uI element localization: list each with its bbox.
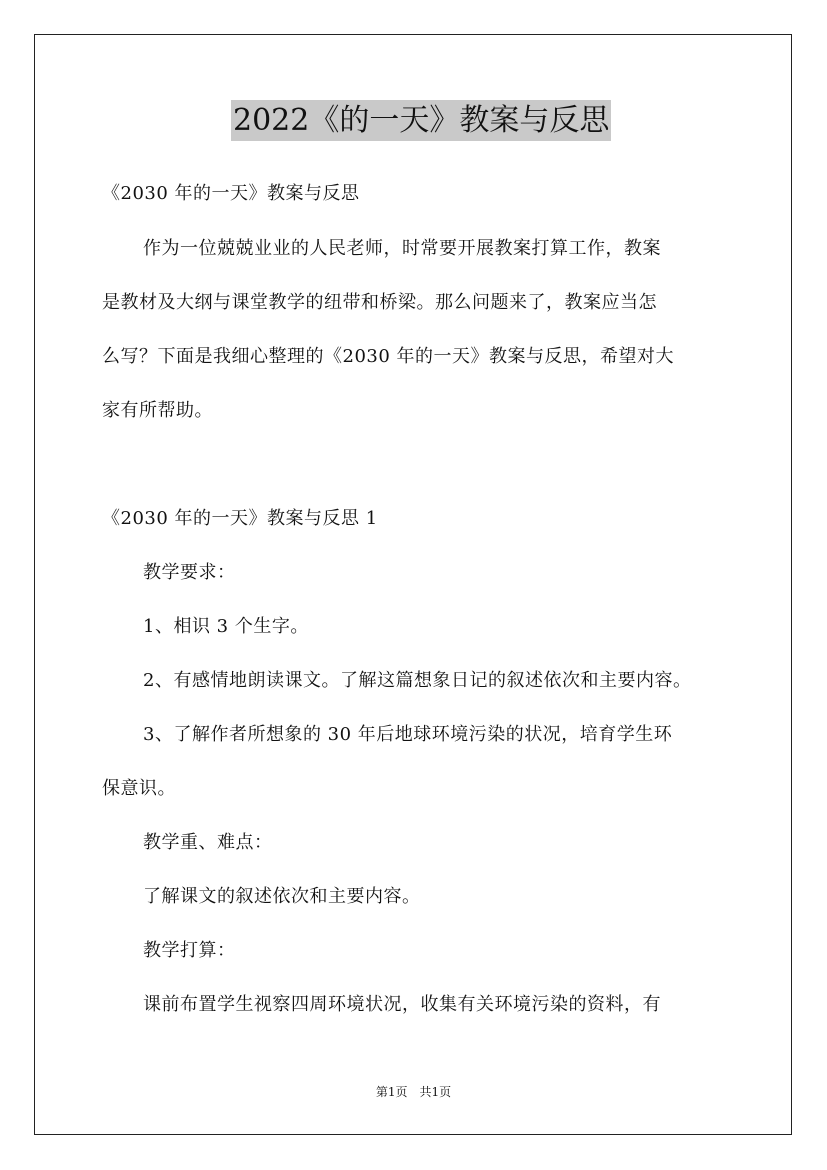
intro-line: 是教材及大纲与课堂教学的纽带和桥梁。那么问题来了，教案应当怎 bbox=[102, 292, 657, 313]
section-title: 《2030 年的一天》教案与反思 1 bbox=[102, 508, 378, 529]
body-line: 2、有感情地朗读课文。了解这篇想象日记的叙述依次和主要内容。 bbox=[143, 670, 692, 691]
body-line: 教学要求： bbox=[143, 562, 236, 583]
body-line: 教学打算： bbox=[143, 940, 236, 961]
body-line: 保意识。 bbox=[102, 778, 176, 799]
subtitle: 《2030 年的一天》教案与反思 bbox=[102, 183, 360, 204]
document-title: 2022《的一天》教案与反思 bbox=[231, 100, 611, 141]
body-line: 课前布置学生视察四周环境状况，收集有关环境污染的资料，有 bbox=[143, 994, 661, 1015]
body-line: 1、相识 3 个生字。 bbox=[143, 616, 309, 637]
page-footer: 第1页 共1页 bbox=[375, 1085, 452, 1099]
intro-line: 作为一位兢兢业业的人民老师，时常要开展教案打算工作，教案 bbox=[143, 238, 661, 259]
body-line: 了解课文的叙述依次和主要内容。 bbox=[143, 886, 421, 907]
intro-line: 么写？下面是我细心整理的《2030 年的一天》教案与反思，希望对大 bbox=[102, 346, 675, 367]
body-line: 3、了解作者所想象的 30 年后地球环境污染的状况，培育学生环 bbox=[143, 724, 673, 745]
intro-line: 家有所帮助。 bbox=[102, 400, 213, 421]
body-line: 教学重、难点： bbox=[143, 832, 273, 853]
